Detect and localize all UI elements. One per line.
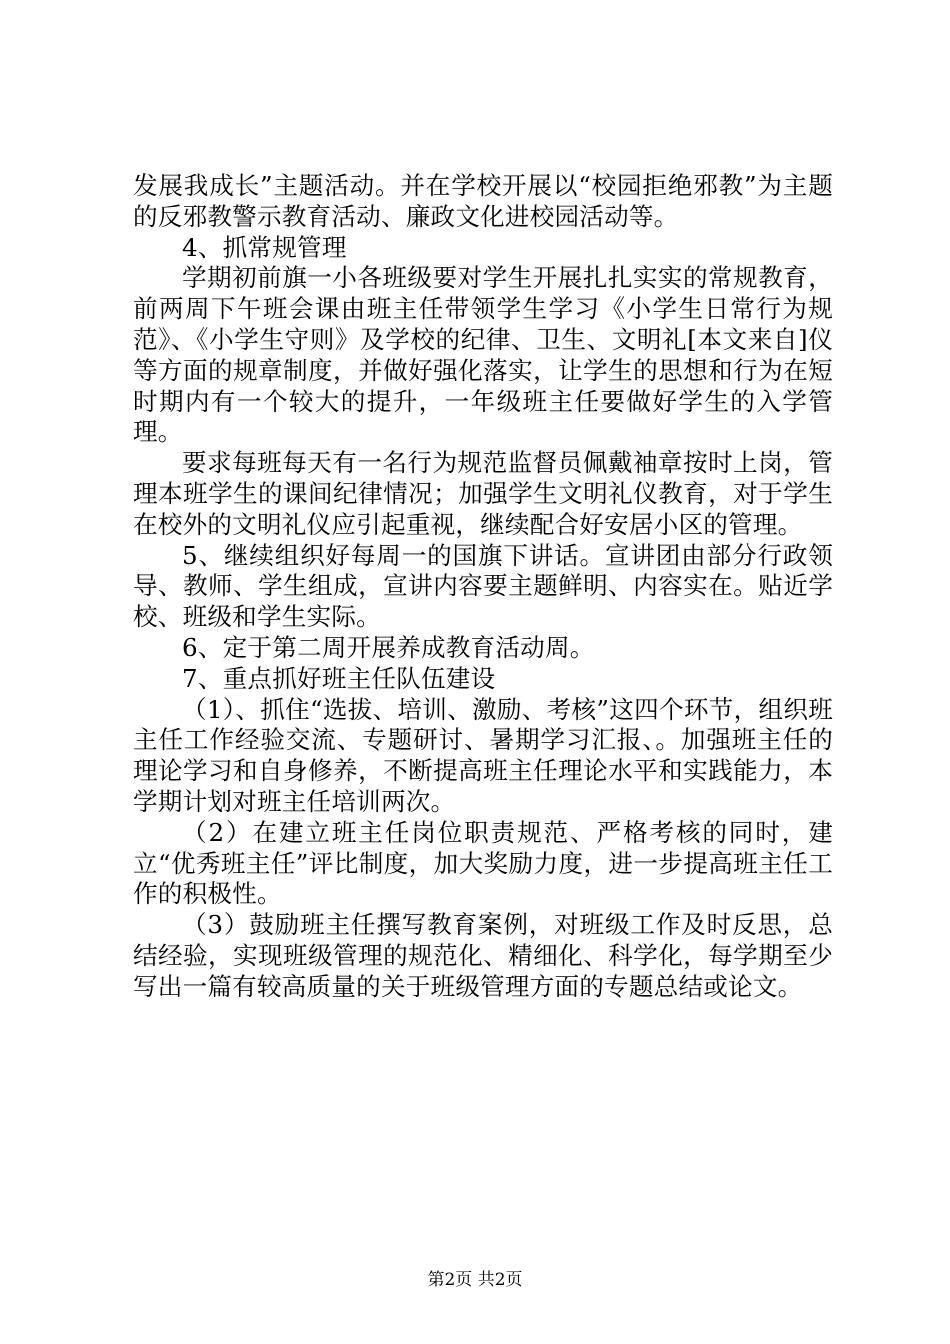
paragraph-monitor-requirement: 要求每班每天有一名行为规范监督员佩戴袖章按时上岗，管理本班学生的课间纪律情况；加强学生文明礼仪教育，对于学生在校外的文明礼仪应引起重视，继续配合好安居小区的管理。	[133, 448, 833, 539]
paragraph-routine-education: 学期初前旗一小各班级要对学生开展扎扎实实的常规教育，前两周下午班会课由班主任带领学生学习《小学生日常行为规范》、《小学生守则》及学校的纪律、卫生、文明礼[本文来自]仪等方面的规章制度，并做好强化落实，让学生的思想和行为在短时期内有一个较大的提升，一年级班主任要做好学生的入学管理。	[133, 263, 833, 447]
paragraph-intro-continued: 发展我成长”主题活动。并在学校开展以“校园拒绝邪教”为主题的反邪教警示教育活动、廉政文化进校园活动等。	[133, 171, 833, 231]
paragraph-item-2: （2）在建立班主任岗位职责规范、严格考核的同时，建立“优秀班主任”评比制度，加大奖励力度，进一步提高班主任工作的积极性。	[133, 817, 833, 909]
page-number-footer: 第2页 共2页	[427, 1270, 523, 1290]
paragraph-item-3: （3）鼓励班主任撰写教育案例，对班级工作及时反思，总结经验，实现班级管理的规范化、精细化、科学化，每学期至少写出一篇有较高质量的关于班级管理方面的专题总结或论文。	[133, 910, 833, 1001]
paragraph-item-1: （1）、抓住“选拔、培训、激励、考核”这四个环节，组织班主任工作经验交流、专题研讨、暑期学习汇报、。加强班主任的理论学习和自身修养，不断提高班主任理论水平和实践能力，本学期计划对班主任培训两次。	[133, 694, 833, 816]
document-body	[133, 171, 833, 1003]
heading-teacher-team: 7、重点抓好班主任队伍建设	[182, 663, 496, 693]
paragraph-flag-speech: 5、继续组织好每周一的国旗下讲话。宣讲团由部分行政领导、教师、学生组成，宣讲内容要主题鲜明、内容实在。贴近学校、班级和学生实际。	[133, 540, 833, 632]
paragraph-activity-week: 6、定于第二周开展养成教育活动周。	[182, 632, 595, 662]
heading-routine-management: 4、抓常规管理	[182, 232, 347, 262]
